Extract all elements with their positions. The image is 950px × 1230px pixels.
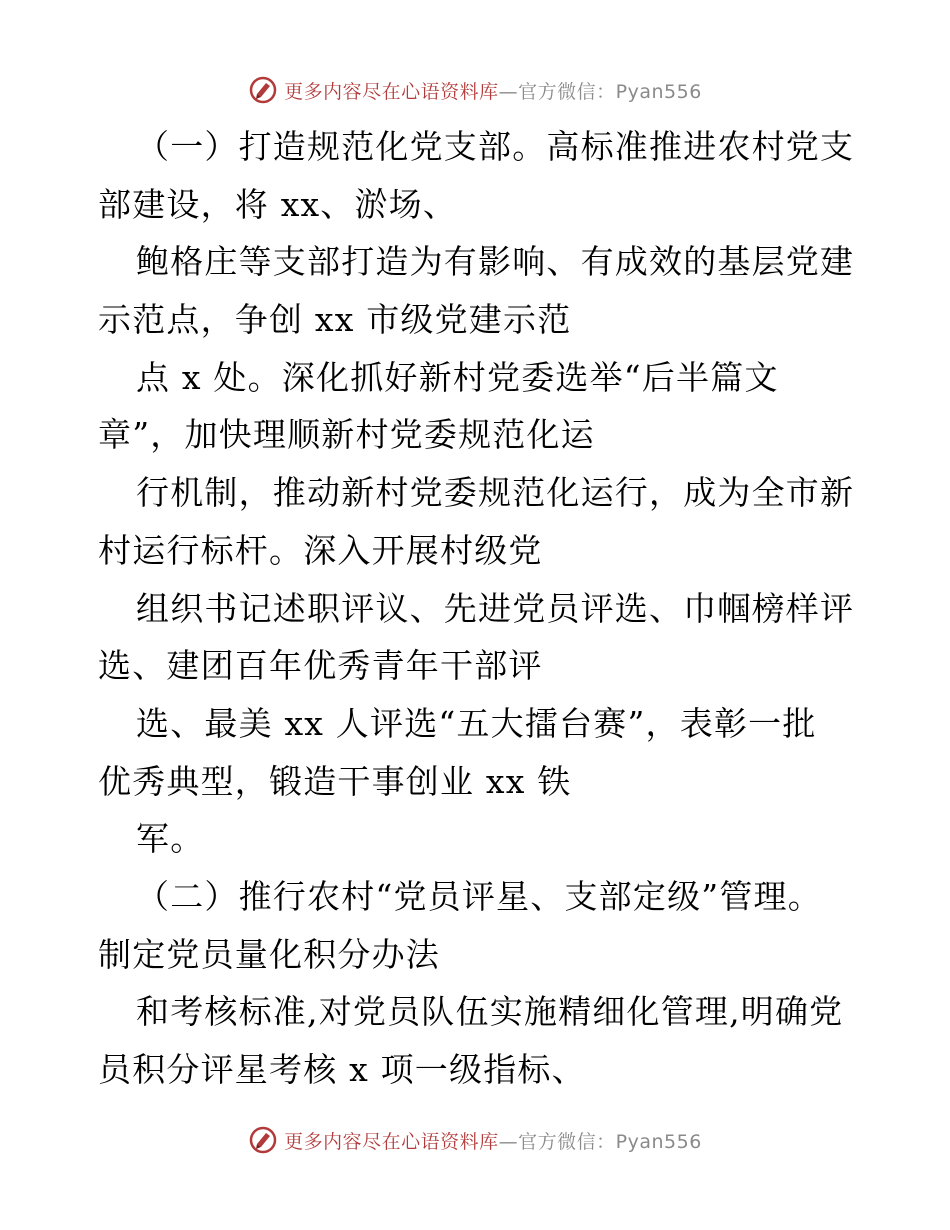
body-line: 员积分评星考核 x 项一级指标、	[98, 1050, 586, 1089]
body-line: 制定党员量化积分办法	[98, 934, 440, 974]
header-banner-gray-text: —官方微信：Pyan556	[498, 80, 702, 103]
body-line: 行机制，推动新村党委规范化运行，成为全市新	[136, 473, 855, 513]
header-banner-red-text: 更多内容尽在心语资料库	[284, 80, 499, 103]
header-banner	[0, 70, 950, 110]
body-line: 军。	[136, 819, 205, 859]
header-banner-text	[284, 77, 702, 104]
footer-banner-gray-text: —官方微信：Pyan556	[498, 1130, 702, 1153]
logo-icon	[248, 75, 278, 105]
body-line: 点 x 处。深化抓好新村党委选举“后半篇文	[136, 357, 779, 397]
body-line: 和考核标准,对党员队伍实施精细化管理,明确党	[136, 992, 844, 1032]
logo-icon	[248, 1125, 278, 1155]
footer-banner	[0, 1120, 950, 1160]
body-line: 部建设，将 xx、淤场、	[98, 184, 458, 224]
body-line: 选、最美 xx 人评选“五大擂台赛”，表彰一批	[136, 703, 817, 743]
body-line: 章”，加快理顺新村党委规范化运	[98, 415, 595, 455]
body-line: （一）打造规范化党支部。高标准推进农村党支	[136, 127, 855, 166]
body-line: 村运行标杆。深入开展村级党	[98, 530, 543, 570]
footer-banner-text	[284, 1127, 702, 1154]
body-line: 鲍格庄等支部打造为有影响、有成效的基层党建	[136, 242, 855, 282]
body-line: （二）推行农村“党员评星、支部定级”管理。	[136, 876, 822, 916]
document-body	[98, 118, 858, 1099]
body-line: 优秀典型，锻造干事创业 xx 铁	[98, 761, 572, 801]
footer-banner-red-text: 更多内容尽在心语资料库	[284, 1130, 499, 1153]
body-line: 选、建团百年优秀青年干部评	[98, 646, 543, 686]
body-line: 组织书记述职评议、先进党员评选、巾帼榜样评	[136, 588, 855, 628]
body-line: 示范点，争创 xx 市级党建示范	[98, 300, 572, 340]
